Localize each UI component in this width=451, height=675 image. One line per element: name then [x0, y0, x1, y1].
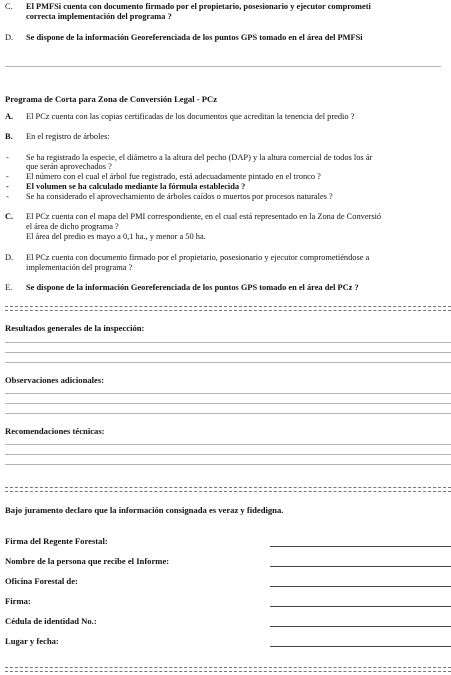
item-text: implementación del programa ? — [26, 263, 133, 272]
bullet-text: que serán aprovechados ? — [26, 162, 112, 171]
answer-line — [5, 454, 451, 455]
item-letter: E. — [5, 283, 13, 292]
signature-label: Firma: — [5, 596, 31, 606]
item-text: Se dispone de la información Georeferenciada de los puntos GPS tomado en el área del PCz ? — [26, 283, 359, 292]
bullet-mark: - — [6, 172, 9, 181]
item-letter: B. — [5, 132, 13, 141]
id-number-label: Cédula de identidad No.: — [5, 616, 97, 626]
item-text: correcta implementación del programa ? — [26, 12, 172, 21]
answer-line — [5, 352, 451, 353]
item-text: El PCz cuenta con las copias certificadas de los documentos que acreditan la tenencia del predio ? — [26, 112, 355, 121]
recommendations-title: Recomendaciones técnicas: — [5, 426, 105, 436]
observations-title: Observaciones adicionales: — [5, 375, 105, 385]
id-number-line[interactable] — [270, 626, 451, 627]
answer-line — [5, 403, 451, 404]
item-letter: C. — [5, 212, 14, 221]
answer-line — [5, 393, 451, 394]
place-date-line[interactable] — [270, 646, 451, 647]
receiver-name-line[interactable] — [270, 566, 451, 567]
bullet-text: El número con el cual el árbol fue registrado, está adecuadamente pintado en el tronco ? — [26, 172, 321, 181]
signature-line[interactable] — [270, 546, 451, 547]
results-title: Resultados generales de la inspección: — [5, 323, 145, 333]
signature-field-label: Firma del Regente Forestal: — [5, 536, 108, 546]
section-separator — [5, 667, 451, 672]
bullet-mark: - — [6, 153, 9, 162]
section-separator — [5, 487, 451, 492]
oath-statement: Bajo juramento declaro que la información consignada es veraz y fidedigna. — [5, 505, 284, 515]
answer-line — [5, 444, 451, 445]
item-letter: D. — [5, 253, 14, 262]
bullet-text: Se ha considerado el aprovechamiento de árboles caídos o muertos por procesos naturales ? — [26, 192, 333, 201]
signature-line[interactable] — [270, 606, 451, 607]
bullet-mark: - — [6, 182, 9, 191]
forest-office-label: Oficina Forestal de: — [5, 576, 78, 586]
receiver-name-label: Nombre de la persona que recibe el Informe: — [5, 556, 170, 566]
bullet-mark: - — [6, 192, 9, 201]
item-text: El PCz cuenta con el mapa del PMI correspondiente, en el cual está representado en la Zona de Conversió — [26, 212, 382, 221]
forest-office-line[interactable] — [270, 586, 451, 587]
place-date-label: Lugar y fecha: — [5, 636, 59, 646]
answer-line — [5, 413, 451, 414]
item-text: En el registro de árboles: — [26, 132, 110, 141]
item-letter: A. — [5, 112, 14, 121]
item-letter: D. — [5, 33, 14, 42]
section-separator — [5, 306, 451, 311]
item-text: El área del predio es mayo a 0,1 ha., y menor a 50 ha. — [26, 232, 206, 241]
section-title-pcz: Programa de Corta para Zona de Conversión Legal - PCz — [5, 94, 218, 104]
item-text: Se dispone de la información Georeferenciada de los puntos GPS tomado en el área del PMFSi — [26, 33, 363, 42]
item-text: el área de dicho programa ? — [26, 222, 119, 231]
answer-line — [5, 342, 451, 343]
answer-line — [5, 66, 441, 67]
item-text: El PMFSi cuenta con documento firmado por el propietario, posesionario y ejecutor comprometi — [26, 2, 371, 11]
answer-line — [5, 464, 451, 465]
item-letter: C. — [5, 2, 13, 11]
item-text: El PCz cuenta con documento firmado por el propietario, posesionario y ejecutor comprometiéndose a — [26, 253, 370, 262]
bullet-text: Se ha registrado la especie, el diámetro a la altura del pecho (DAP) y la altura comercial de todos los ár — [26, 153, 373, 162]
answer-line — [5, 362, 451, 363]
bullet-text: El volumen se ha calculado mediante la fórmula establecida ? — [26, 182, 246, 191]
